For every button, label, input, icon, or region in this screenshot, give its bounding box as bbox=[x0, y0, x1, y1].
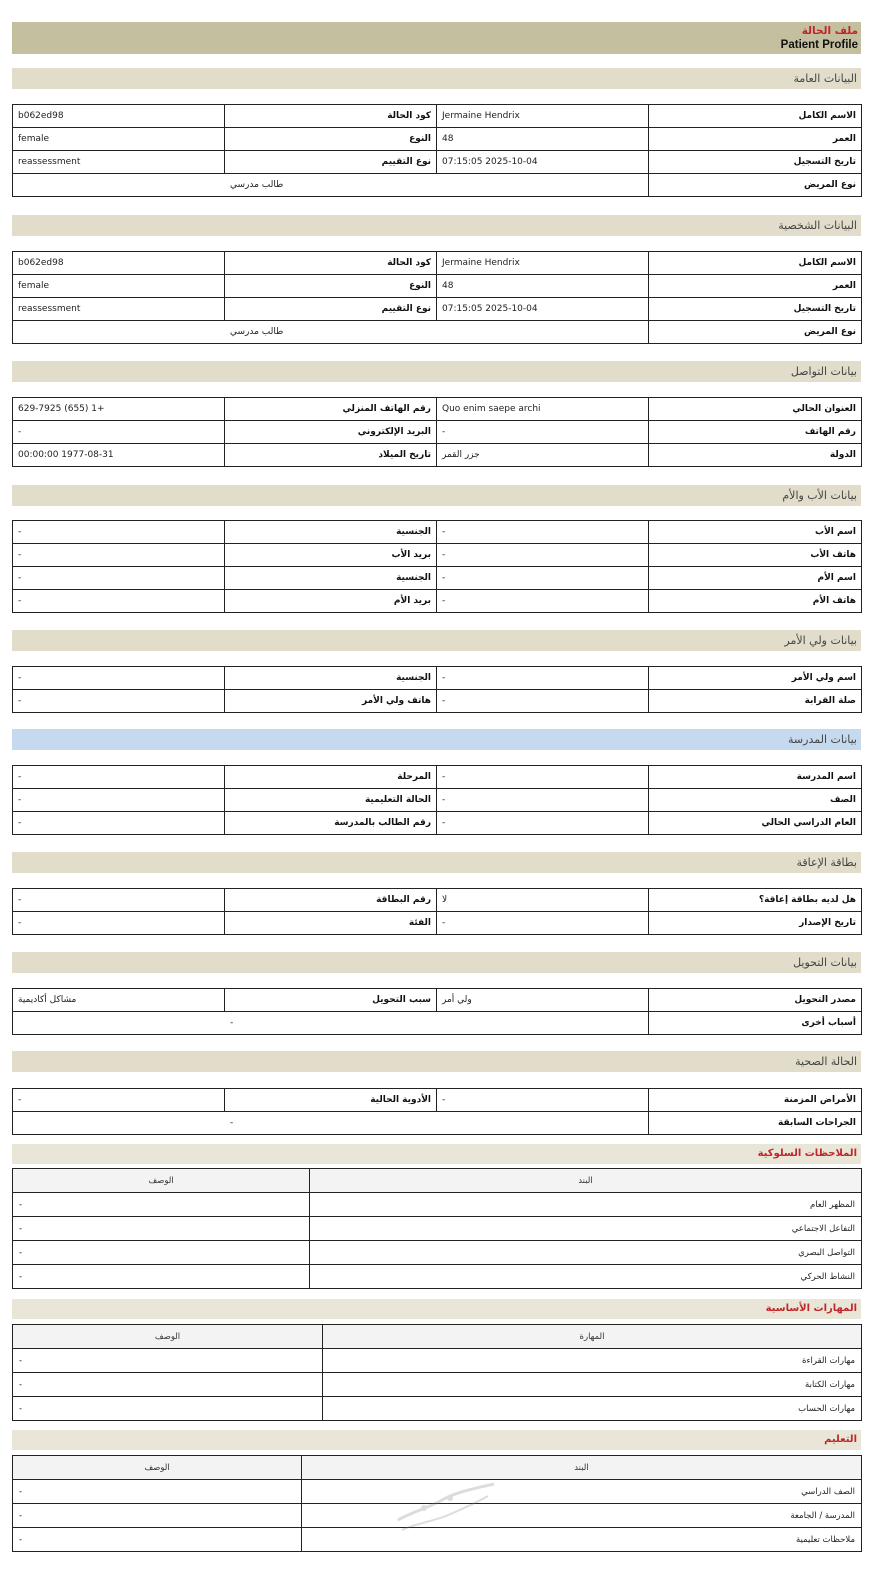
field-value: - bbox=[13, 912, 225, 935]
field-value: طالب مدرسي bbox=[13, 321, 649, 344]
table-row bbox=[13, 667, 862, 690]
field-label: الفئة bbox=[225, 912, 437, 935]
field-value: female bbox=[13, 128, 225, 151]
field-label: النوع bbox=[225, 275, 437, 298]
field-value: - bbox=[437, 567, 649, 590]
field-value: - bbox=[437, 590, 649, 613]
field-label: الجنسية bbox=[225, 667, 437, 690]
field-label: الحالة التعليمية bbox=[225, 789, 437, 812]
field-label: بريد الأم bbox=[225, 590, 437, 613]
section-parents-title: بيانات الأب والأم bbox=[12, 485, 861, 506]
field-value: - bbox=[13, 766, 225, 789]
field-label: مصدر التحويل bbox=[649, 989, 862, 1012]
cell-item: مهارات القراءة bbox=[323, 1349, 862, 1373]
field-value: 1977-08-31 00:00:00 bbox=[13, 444, 225, 467]
field-label: نوع المريض bbox=[649, 321, 862, 344]
field-value: Jermaine Hendrix bbox=[437, 105, 649, 128]
cell-desc: - bbox=[13, 1193, 310, 1217]
field-label: الجنسية bbox=[225, 521, 437, 544]
parents-table bbox=[12, 520, 862, 613]
field-value: - bbox=[437, 521, 649, 544]
section-skills-title: المهارات الأساسية bbox=[12, 1299, 861, 1319]
table-row bbox=[13, 105, 862, 128]
field-label: الصف bbox=[649, 789, 862, 812]
field-label: هل لديه بطاقة إعاقة؟ bbox=[649, 889, 862, 912]
section-guardian-title: بيانات ولي الأمر bbox=[12, 630, 861, 651]
table-row bbox=[13, 1265, 862, 1289]
table-row bbox=[13, 1241, 862, 1265]
section-contact-title: بيانات التواصل bbox=[12, 361, 861, 382]
field-label: تاريخ التسجيل bbox=[649, 151, 862, 174]
field-value: - bbox=[437, 1089, 649, 1112]
field-label: العمر bbox=[649, 275, 862, 298]
cell-item: التواصل البصري bbox=[310, 1241, 862, 1265]
table-row bbox=[13, 989, 862, 1012]
cell-item: ملاحظات تعليمية bbox=[302, 1528, 862, 1552]
table-row bbox=[13, 321, 862, 344]
field-value: 2025-10-04 07:15:05 bbox=[437, 151, 649, 174]
page-title-ar: ملف الحالة bbox=[801, 25, 858, 37]
cell-item: النشاط الحركي bbox=[310, 1265, 862, 1289]
table-row bbox=[13, 421, 862, 444]
table-row bbox=[13, 789, 862, 812]
field-value: - bbox=[13, 667, 225, 690]
cell-desc: - bbox=[13, 1217, 310, 1241]
table-row bbox=[13, 567, 862, 590]
field-value: Quo enim saepe archi bbox=[437, 398, 649, 421]
table-row bbox=[13, 398, 862, 421]
health-table bbox=[12, 1088, 862, 1135]
field-label: رقم البطاقة bbox=[225, 889, 437, 912]
table-row bbox=[13, 912, 862, 935]
table-row bbox=[13, 1397, 862, 1421]
table-row bbox=[13, 1217, 862, 1241]
cell-desc: - bbox=[13, 1397, 323, 1421]
field-label: هاتف الأب bbox=[649, 544, 862, 567]
cell-item: الصف الدراسي bbox=[302, 1480, 862, 1504]
table-row bbox=[13, 252, 862, 275]
cell-desc: - bbox=[13, 1265, 310, 1289]
field-label: تاريخ التسجيل bbox=[649, 298, 862, 321]
field-value: - bbox=[13, 1012, 649, 1035]
table-header-row bbox=[13, 1325, 862, 1349]
field-label: بريد الأب bbox=[225, 544, 437, 567]
field-label: تاريخ الميلاد bbox=[225, 444, 437, 467]
section-disability-title: بطاقة الإعاقة bbox=[12, 852, 861, 873]
field-value: - bbox=[13, 421, 225, 444]
cell-desc: - bbox=[13, 1504, 302, 1528]
table-row bbox=[13, 174, 862, 197]
table-row bbox=[13, 590, 862, 613]
field-label: العام الدراسي الحالي bbox=[649, 812, 862, 835]
cell-item: مهارات الحساب bbox=[323, 1397, 862, 1421]
field-label: نوع المريض bbox=[649, 174, 862, 197]
table-row bbox=[13, 128, 862, 151]
table-row bbox=[13, 275, 862, 298]
behavior-table bbox=[12, 1168, 862, 1289]
field-label: هاتف الأم bbox=[649, 590, 862, 613]
cell-item: المدرسة / الجامعة bbox=[302, 1504, 862, 1528]
field-value: - bbox=[437, 421, 649, 444]
field-label: اسم الأم bbox=[649, 567, 862, 590]
field-label: العمر bbox=[649, 128, 862, 151]
referral-table bbox=[12, 988, 862, 1035]
field-value: - bbox=[13, 567, 225, 590]
cell-desc: - bbox=[13, 1349, 323, 1373]
field-label: الاسم الكامل bbox=[649, 252, 862, 275]
field-value: - bbox=[437, 812, 649, 835]
field-value: - bbox=[13, 1112, 649, 1135]
field-value: - bbox=[13, 690, 225, 713]
table-row bbox=[13, 1012, 862, 1035]
field-value: 48 bbox=[437, 128, 649, 151]
section-school-title: بيانات المدرسة bbox=[12, 729, 861, 750]
education-table bbox=[12, 1455, 862, 1552]
table-row bbox=[13, 544, 862, 567]
field-value: - bbox=[13, 521, 225, 544]
section-referral-title: بيانات التحويل bbox=[12, 952, 861, 973]
field-value: جزر القمر bbox=[437, 444, 649, 467]
field-value: - bbox=[13, 544, 225, 567]
field-value: - bbox=[437, 789, 649, 812]
school-table bbox=[12, 765, 862, 835]
field-label: اسم المدرسة bbox=[649, 766, 862, 789]
field-value: 48 bbox=[437, 275, 649, 298]
field-value: reassessment bbox=[13, 151, 225, 174]
table-row bbox=[13, 1373, 862, 1397]
guardian-table bbox=[12, 666, 862, 713]
field-value: female bbox=[13, 275, 225, 298]
table-row bbox=[13, 521, 862, 544]
field-label: اسم الأب bbox=[649, 521, 862, 544]
section-behavior-title: الملاحظات السلوكية bbox=[12, 1144, 861, 1164]
field-value: - bbox=[13, 590, 225, 613]
field-label: الجنسية bbox=[225, 567, 437, 590]
field-label: المرحلة bbox=[225, 766, 437, 789]
cell-item: مهارات الكتابة bbox=[323, 1373, 862, 1397]
field-label: الدولة bbox=[649, 444, 862, 467]
cell-desc: - bbox=[13, 1528, 302, 1552]
table-row bbox=[13, 444, 862, 467]
column-header-desc: الوصف bbox=[13, 1456, 302, 1480]
column-header-item: البند bbox=[302, 1456, 862, 1480]
field-value: 2025-10-04 07:15:05 bbox=[437, 298, 649, 321]
table-row bbox=[13, 1528, 862, 1552]
section-health-title: الحالة الصحية bbox=[12, 1051, 861, 1072]
field-label: الاسم الكامل bbox=[649, 105, 862, 128]
table-row bbox=[13, 1089, 862, 1112]
cell-desc: - bbox=[13, 1241, 310, 1265]
cell-item: التفاعل الاجتماعي bbox=[310, 1217, 862, 1241]
field-value: - bbox=[13, 812, 225, 835]
field-label: نوع التقييم bbox=[225, 151, 437, 174]
personal-table bbox=[12, 251, 862, 344]
field-value: +1 (655) 629-7925 bbox=[13, 398, 225, 421]
table-row bbox=[13, 1480, 862, 1504]
field-label: رقم الطالب بالمدرسة bbox=[225, 812, 437, 835]
field-value: - bbox=[437, 544, 649, 567]
field-label: نوع التقييم bbox=[225, 298, 437, 321]
column-header-desc: الوصف bbox=[13, 1169, 310, 1193]
field-value: ولي أمر bbox=[437, 989, 649, 1012]
field-label: البريد الإلكتروني bbox=[225, 421, 437, 444]
general-table bbox=[12, 104, 862, 197]
table-row bbox=[13, 1193, 862, 1217]
field-label: هاتف ولي الأمر bbox=[225, 690, 437, 713]
field-label: الجراحات السابقة bbox=[649, 1112, 862, 1135]
field-label: كود الحالة bbox=[225, 105, 437, 128]
field-label: تاريخ الإصدار bbox=[649, 912, 862, 935]
field-label: العنوان الحالي bbox=[649, 398, 862, 421]
cell-desc: - bbox=[13, 1480, 302, 1504]
field-label: رقم الهاتف bbox=[649, 421, 862, 444]
field-label: رقم الهاتف المنزلي bbox=[225, 398, 437, 421]
table-row bbox=[13, 1504, 862, 1528]
field-value: طالب مدرسي bbox=[13, 174, 649, 197]
table-row bbox=[13, 1112, 862, 1135]
field-value: - bbox=[13, 1089, 225, 1112]
field-value: reassessment bbox=[13, 298, 225, 321]
section-general-title: البيانات العامة bbox=[12, 68, 861, 89]
field-value: - bbox=[437, 912, 649, 935]
cell-item: المظهر العام bbox=[310, 1193, 862, 1217]
field-value: - bbox=[13, 889, 225, 912]
cell-desc: - bbox=[13, 1373, 323, 1397]
field-label: كود الحالة bbox=[225, 252, 437, 275]
table-row bbox=[13, 298, 862, 321]
field-value: b062ed98 bbox=[13, 105, 225, 128]
field-value: لا bbox=[437, 889, 649, 912]
field-label: الأمراض المزمنة bbox=[649, 1089, 862, 1112]
field-label: النوع bbox=[225, 128, 437, 151]
field-value: - bbox=[437, 667, 649, 690]
field-value: مشاكل أكاديمية bbox=[13, 989, 225, 1012]
table-row bbox=[13, 1349, 862, 1373]
field-value: b062ed98 bbox=[13, 252, 225, 275]
table-row bbox=[13, 889, 862, 912]
contact-table bbox=[12, 397, 862, 467]
page-title-en: Patient Profile bbox=[780, 39, 858, 51]
table-header-row bbox=[13, 1169, 862, 1193]
field-value: Jermaine Hendrix bbox=[437, 252, 649, 275]
section-personal-title: البيانات الشخصية bbox=[12, 215, 861, 236]
field-label: اسم ولي الأمر bbox=[649, 667, 862, 690]
table-row bbox=[13, 151, 862, 174]
section-education-title: التعليم bbox=[12, 1430, 861, 1450]
field-label: أسباب أخرى bbox=[649, 1012, 862, 1035]
field-label: الأدوية الحالية bbox=[225, 1089, 437, 1112]
skills-table bbox=[12, 1324, 862, 1421]
field-value: - bbox=[13, 789, 225, 812]
table-header-row bbox=[13, 1456, 862, 1480]
field-label: صلة القرابة bbox=[649, 690, 862, 713]
column-header-skill: المهارة bbox=[323, 1325, 862, 1349]
table-row bbox=[13, 766, 862, 789]
field-value: - bbox=[437, 690, 649, 713]
page-header bbox=[12, 22, 861, 54]
field-value: - bbox=[437, 766, 649, 789]
table-row bbox=[13, 690, 862, 713]
field-label: سبب التحويل bbox=[225, 989, 437, 1012]
table-row bbox=[13, 812, 862, 835]
disability-table bbox=[12, 888, 862, 935]
column-header-item: البند bbox=[310, 1169, 862, 1193]
column-header-desc: الوصف bbox=[13, 1325, 323, 1349]
